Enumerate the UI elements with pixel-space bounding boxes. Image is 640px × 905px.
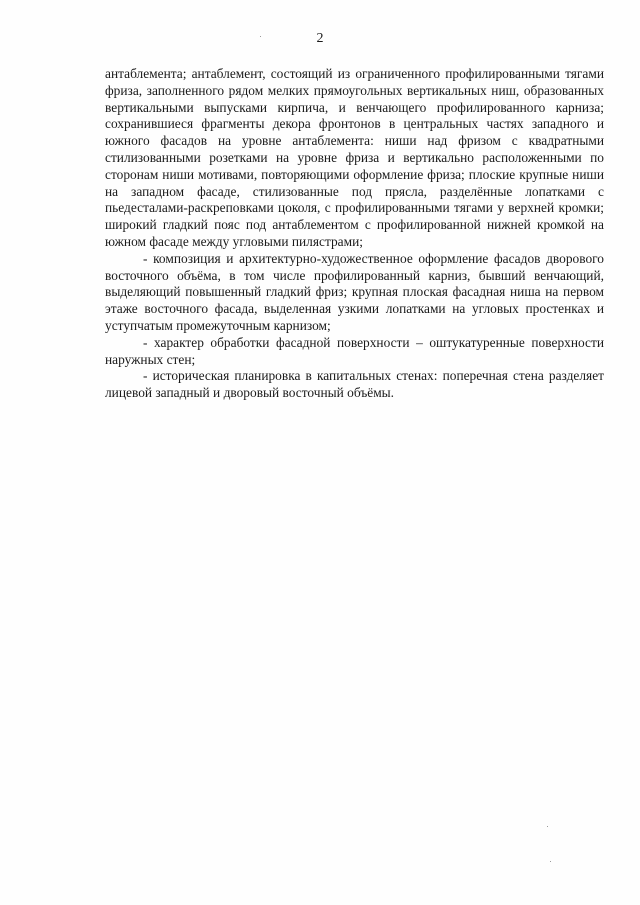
paragraph-entablature: антаблемента; антаблемент, состоящий из ограниченного профилированными тягами фриза, заполненного рядом мелких прямоугольных вертикальных ниш, образованных вертикальными выпусками кирпича, и венчающего профилированного карниза; сохранившиеся фрагменты декора фронтонов в центральных частях западного и южного фасадов на уровне антаблемента: ниши над фризом с квадратными стилизованными розетками на уровне фриза и вертикально расположенными по сторонам ниши мотивами, повторяющими оформление фриза; плоские крупные ниши на западном фасаде, стилизованные под прясла, разделённые лопатками с пьедесталами-раскреповками цоколя, с профилированными тягами у верхней кромки; широкий гладкий пояс под антаблементом с профилированной нижней кромкой на южном фасаде между угловыми пилястрами; — [105, 66, 604, 249]
scan-speck — [547, 826, 548, 827]
scan-speck — [260, 36, 261, 37]
document-body — [105, 66, 604, 402]
paragraph-historic-layout: - историческая планировка в капитальных стенах: поперечная стена разделяет лицевой западный и дворовый восточный объёмы. — [105, 368, 604, 401]
scan-speck — [550, 861, 551, 862]
paragraph-east-facades: - композиция и архитектурно-художественное оформление фасадов дворового восточного объёма, в том числе профилированный карниз, бывший венчающий, выделяющий повышенный гладкий фриз; крупная плоская фасадная ниша на первом этаже восточного фасада, выделенная узкими лопатками на угловых простенках и уступчатым промежуточным карнизом; — [105, 250, 604, 333]
page-number: 2 — [316, 31, 324, 46]
paragraph-surface-finish: - характер обработки фасадной поверхности – оштукатуренные поверхности наружных стен; — [105, 334, 604, 367]
